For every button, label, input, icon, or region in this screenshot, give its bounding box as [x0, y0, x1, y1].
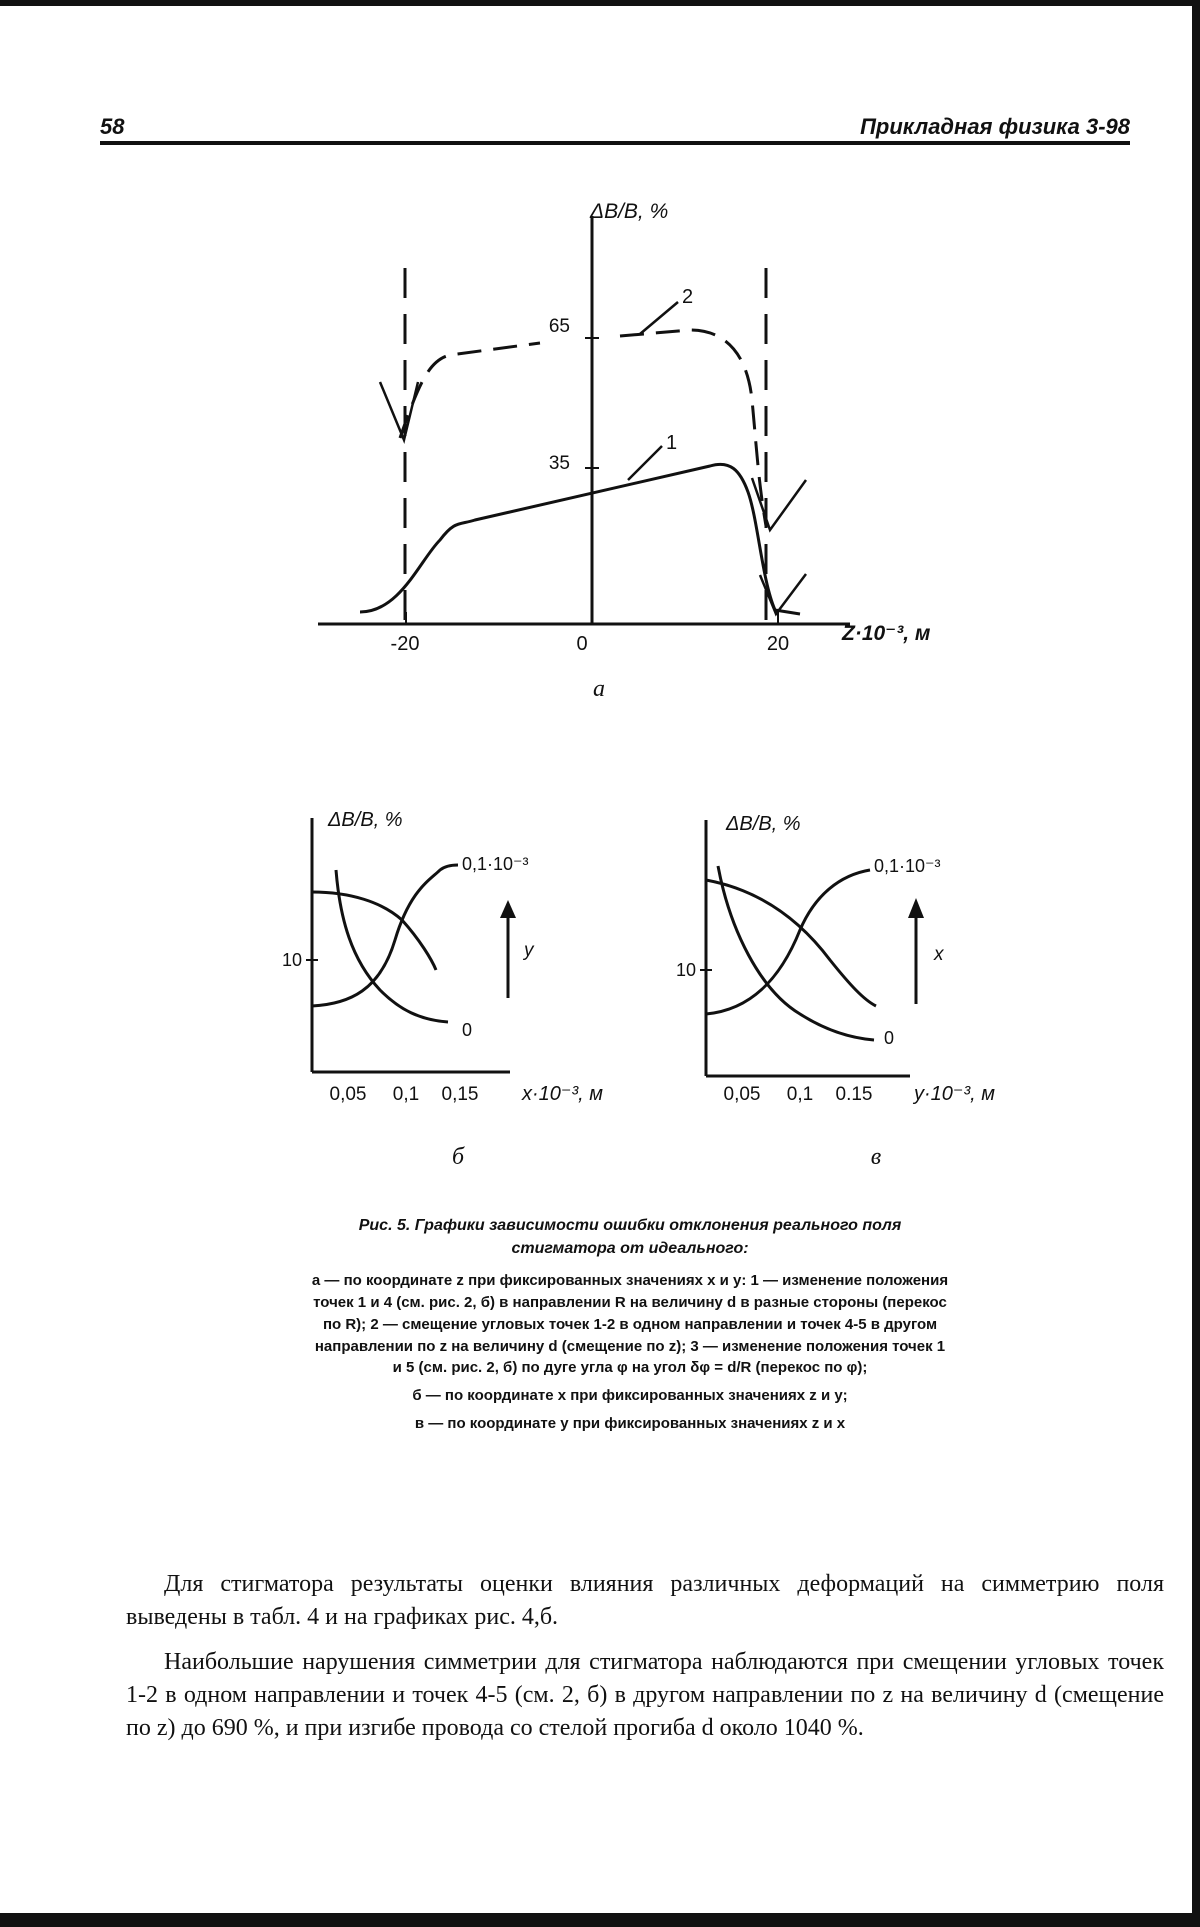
paragraph-2: Наибольшие нарушения симметрии для стигматора наблюдаются при смещении угловых точек 1-2 в одном направлении и точек 4-5 (см. 2, б) в другом направлении по z на величину d (смещение по z) до 690 %, и при изгибе провода со стелой прогиба d около 1040 %.	[126, 1649, 1164, 1742]
figure-a-xtick-20: 20	[766, 633, 790, 655]
scan-border-bottom	[0, 1913, 1200, 1927]
figure-a-sub-label: а	[593, 676, 605, 702]
figure-v-arrow-head	[908, 898, 924, 918]
figure-v-curve-falling-1	[706, 880, 876, 1006]
figure-v-xtick-2: 0.15	[835, 1084, 873, 1105]
figure-caption	[310, 1214, 950, 1435]
figure-v-arrow-label: x	[934, 944, 944, 965]
figure-b-arrow-label: y	[524, 940, 534, 961]
figure-a-ytick-35: 35	[548, 453, 570, 474]
figure-v-curve-falling-2	[718, 866, 874, 1040]
caption-item-v: в — по координате y при фиксированных значениях z и x	[414, 1414, 846, 1432]
page-number: 58	[100, 114, 125, 139]
figure-b-xtick-1: 0,1	[392, 1084, 420, 1105]
figure-b	[282, 809, 603, 1170]
figure-a	[318, 200, 931, 702]
figure-b-y-label: ΔB/B, %	[328, 809, 403, 831]
figure-b-x-label: x·10⁻³, м	[522, 1083, 603, 1105]
figure-v	[676, 813, 995, 1170]
figure-b-curve-falling-1	[312, 892, 436, 970]
body-text	[126, 1568, 1164, 1758]
figure-a-curve-1	[360, 464, 800, 614]
figure-a-curve-label-1: 1	[666, 432, 678, 454]
caption-item-a: а — по координате z при фиксированных значениях x и y: 1 — изменение положения точек 1 и 4 (см. рис. 2, б) в направлении R на величину d в разные стороны (перекос по R); 2 — смещение угловых точек 1-2 в одном направлении и точек 4-5 в другом направлении по z на величину d (смещение по z); 3 — изменение положения точек 1 и 5 (см. рис. 2, б) по дуге угла φ на угол δφ = d/R (перекос по φ);	[311, 1272, 949, 1377]
figure-v-xtick-0: 0,05	[723, 1084, 761, 1105]
figure-v-curve-label-top: 0,1·10⁻³	[874, 856, 941, 876]
figure-a-x-label: Z·10⁻³, м	[842, 622, 931, 645]
figure-a-y-label: ΔB/B, %	[590, 200, 669, 223]
figure-b-sub-label: б	[451, 1144, 465, 1170]
caption-item-b: б — по координате x при фиксированных значениях z и y;	[412, 1387, 848, 1405]
figure-a-ytick-65: 65	[548, 316, 570, 337]
figure-a-leader-2	[640, 302, 678, 334]
figure-b-ytick: 10	[281, 950, 302, 970]
figure-a-xtick-0: 0	[576, 633, 588, 655]
figure-v-ytick: 10	[675, 960, 696, 980]
figure-b-xtick-2: 0,15	[441, 1084, 479, 1105]
figure-v-curve-label-zero: 0	[884, 1028, 895, 1048]
figure-a-leader-1	[628, 446, 662, 480]
figure-b-xtick-0: 0,05	[329, 1084, 367, 1105]
paragraph-1: Для стигматора результаты оценки влияния различных деформаций на симметрию поля выведены в табл. 4 и на графиках рис. 4,б.	[126, 1571, 1164, 1631]
figure-a-xtick-minus20: -20	[390, 633, 420, 655]
figure-b-curve-label-top: 0,1·10⁻³	[462, 854, 529, 874]
figure-v-x-label: y·10⁻³, м	[914, 1083, 995, 1105]
journal-title: Прикладная физика 3-98	[860, 114, 1130, 139]
figure-v-y-label: ΔB/B, %	[726, 813, 801, 835]
figure-b-arrow-head	[500, 900, 516, 918]
figure-b-curve-label-zero: 0	[462, 1020, 473, 1040]
figure-a-curve-3-left	[380, 382, 418, 440]
figure-v-xtick-1: 0,1	[786, 1084, 814, 1105]
figure-a-curve-label-2: 2	[682, 286, 694, 308]
figure-v-sub-label: в	[870, 1144, 882, 1170]
figure-b-curve-rising	[312, 865, 458, 1006]
figure-v-curve-rising	[706, 870, 870, 1014]
caption-title: Рис. 5. Графики зависимости ошибки отклонения реального поля стигматора от идеального:	[358, 1217, 902, 1258]
